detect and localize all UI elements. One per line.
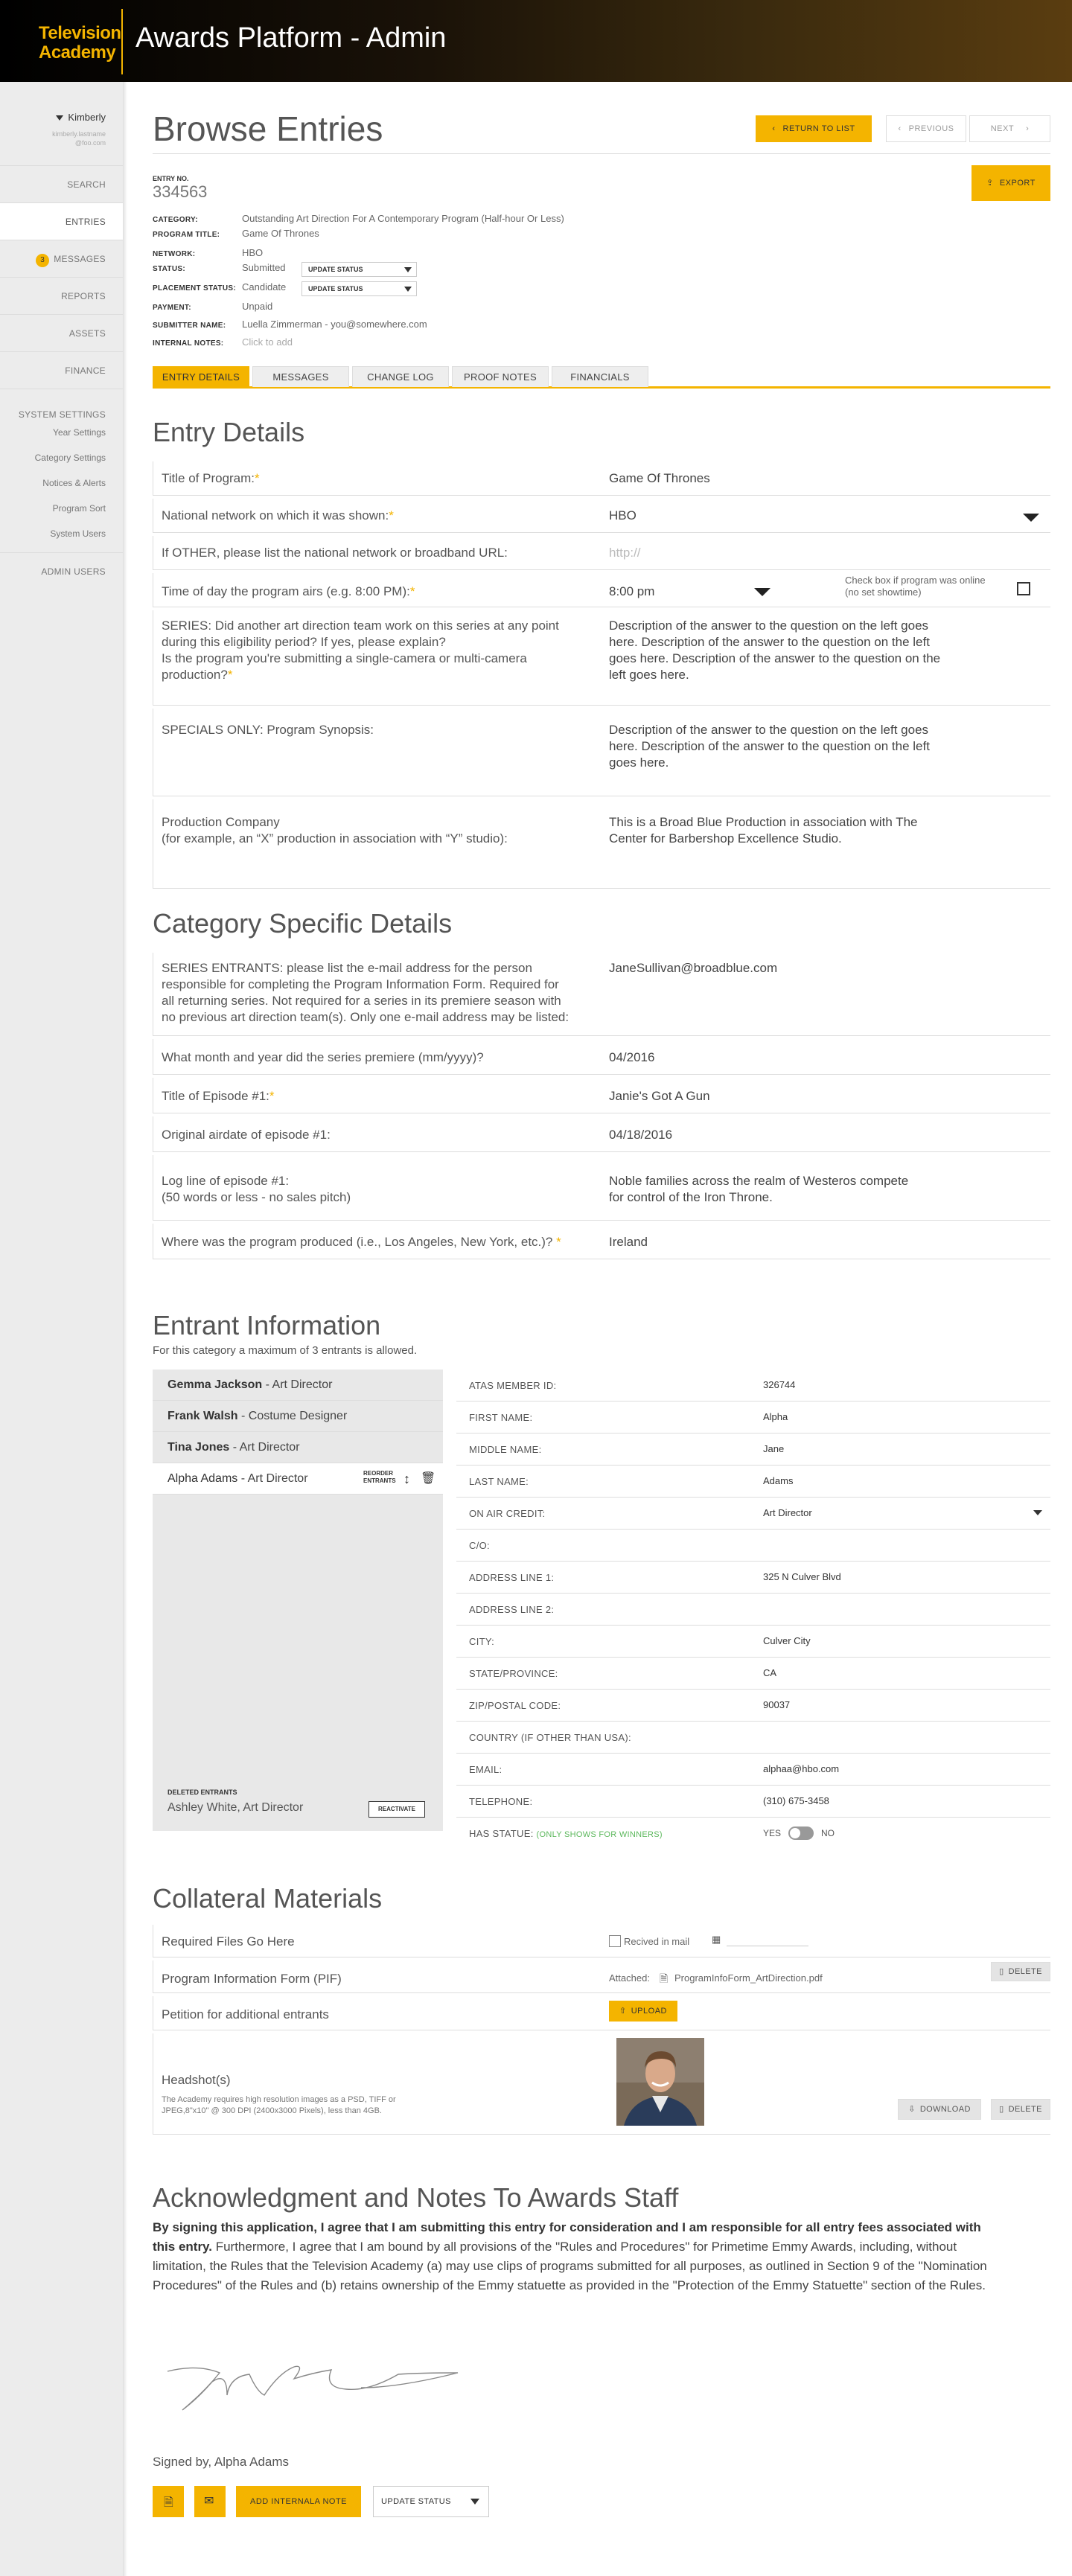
upload-icon: ⇧: [619, 2007, 627, 2016]
country-row: COUNTRY (IF OTHER THAN USA):: [456, 1722, 1050, 1754]
network-row: [153, 499, 1050, 533]
title-divider: [153, 153, 1050, 154]
entry-no: 334563: [153, 182, 208, 201]
deleted-entrants-label: DELETED ENTRANTS: [168, 1789, 237, 1796]
tab-change-log[interactable]: CHANGE LOG: [352, 366, 449, 387]
petition-row: [153, 1996, 1050, 2030]
required-files-row: [153, 1925, 1050, 1957]
telephone-input[interactable]: (310) 675-3458: [763, 1795, 829, 1806]
network-question-label: National network on which it was shown:*: [162, 508, 394, 522]
tab-proof-notes[interactable]: PROOF NOTES: [452, 366, 549, 387]
collateral-materials-heading: Collateral Materials: [153, 1883, 383, 1914]
email-row: EMAIL: alphaa@hbo.com: [456, 1754, 1050, 1786]
series-entrants-row: [153, 953, 1050, 1036]
entry-no-label: ENTRY NO.: [153, 175, 189, 182]
headshot-label: Headshot(s): [162, 2073, 231, 2087]
state-row: STATE/PROVINCE: CA: [456, 1658, 1050, 1690]
headshot-row: [153, 2033, 1050, 2135]
online-checkbox[interactable]: [1017, 582, 1030, 595]
messages-count-badge: 3: [36, 254, 49, 267]
document-icon: 🗎: [164, 2496, 173, 2509]
program-title-label: PROGRAM TITLE:: [153, 231, 220, 239]
no-label: NO: [821, 1828, 835, 1838]
zip-input[interactable]: 90037: [763, 1699, 791, 1710]
sidebar-item-admin-users[interactable]: ADMIN USERS: [0, 552, 123, 589]
first-name-row: FIRST NAME: Alpha: [456, 1402, 1050, 1434]
caret-down-icon: [754, 588, 770, 596]
sidebar-subitem-system-users[interactable]: System Users: [50, 528, 106, 539]
network-label: NETWORK:: [153, 250, 196, 258]
comment-button[interactable]: [194, 2486, 226, 2517]
return-to-list-button[interactable]: ‹ RETURN TO LIST: [756, 115, 872, 142]
entrant-list: [153, 1370, 443, 1831]
airdate-label: Original airdate of episode #1:: [162, 1128, 331, 1142]
on-air-credit-row: ON AIR CREDIT: Art Director: [456, 1498, 1050, 1530]
specials-synopsis-answer[interactable]: Description of the answer to the question on the left goes here. Description of the answer to the question on the left goes here.: [609, 723, 930, 770]
yes-label: YES: [763, 1828, 782, 1838]
user-email: kimberly.lastname @foo.com: [52, 130, 106, 147]
specials-synopsis-row: [153, 709, 1050, 796]
first-name-input[interactable]: Alpha: [763, 1411, 788, 1422]
caret-down-icon: [56, 115, 63, 121]
airdate-row: [153, 1116, 1050, 1152]
network-select[interactable]: HBO: [609, 508, 1048, 527]
reorder-arrows-icon[interactable]: ↕: [403, 1471, 410, 1486]
headshot-requirements-note: The Academy requires high resolution images as a PSD, TIFF or JPEG,8"x10" @ 300 DPI (2400x3000 Pixels), less than 4GB.: [162, 2095, 396, 2115]
acknowledgment-heading: Acknowledgment and Notes To Awards Staff: [153, 2182, 679, 2213]
episode-title-value[interactable]: Janie's Got A Gun: [609, 1089, 710, 1103]
sidebar-subitem-program-sort[interactable]: Program Sort: [52, 503, 106, 514]
submitter-name-value: Luella Zimmerman - you@somewhere.com: [242, 319, 427, 330]
other-network-row: [153, 536, 1050, 570]
caret-down-icon: [1033, 1510, 1042, 1515]
atas-member-id-row: ATAS MEMBER ID: 326744: [456, 1370, 1050, 1402]
log-line-row: [153, 1155, 1050, 1221]
last-name-row: LAST NAME: Adams: [456, 1466, 1050, 1498]
headshot-portrait-icon: [616, 2038, 704, 2126]
production-company-row: [153, 799, 1050, 889]
sidebar-item-entries[interactable]: ENTRIES: [0, 202, 123, 240]
submitter-name-label: SUBMITTER NAME:: [153, 322, 226, 330]
city-input[interactable]: Culver City: [763, 1635, 811, 1646]
zip-row: ZIP/POSTAL CODE: 90037: [456, 1690, 1050, 1722]
city-row: CITY: Culver City: [456, 1626, 1050, 1658]
has-statue-row: HAS STATUE: (ONLY SHOWS FOR WINNERS) YES NO: [469, 1828, 835, 1839]
entrants-limit-note: For this category a maximum of 3 entrants is allowed.: [153, 1344, 418, 1357]
episode-title-row: [153, 1078, 1050, 1113]
caret-down-icon: [1023, 514, 1039, 522]
placement-status-label: PLACEMENT STATUS:: [153, 284, 236, 293]
series-entrants-email[interactable]: JaneSullivan@broadblue.com: [609, 961, 778, 975]
update-status-dropdown[interactable]: UPDATE STATUS: [373, 2486, 489, 2517]
trash-icon: ▯: [999, 1967, 1004, 1976]
produced-where-row: [153, 1224, 1050, 1259]
television-academy-logo[interactable]: Television Academy: [39, 23, 121, 63]
last-name-input[interactable]: Adams: [763, 1475, 794, 1486]
title-of-program-value[interactable]: Game Of Thrones: [609, 471, 710, 485]
online-checkbox-label: Check box if program was online (no set showtime): [845, 575, 986, 598]
signature-pad[interactable]: [153, 2321, 525, 2440]
sidebar-item-reports[interactable]: REPORTS: [0, 277, 123, 314]
state-input[interactable]: CA: [763, 1667, 777, 1678]
sidebar-item-finance[interactable]: FINANCE: [0, 351, 123, 389]
entry-tabs: [153, 366, 1050, 389]
premiere-label: What month and year did the series premiere (mm/yyyy)?: [162, 1050, 484, 1064]
series-question-row: [153, 610, 1050, 706]
previous-button[interactable]: ‹ PREVIOUS: [886, 115, 966, 142]
required-asterisk: *: [227, 668, 233, 682]
caret-down-icon: [404, 267, 412, 272]
attached-label: Attached:: [609, 1972, 650, 1984]
add-internal-note-button[interactable]: ADD INTERNALA NOTE: [236, 2486, 361, 2517]
required-files-label: Required Files Go Here: [162, 1934, 295, 1949]
download-headshot-button[interactable]: ⇩ DOWNLOAD: [898, 2099, 981, 2120]
sidebar-item-system-settings[interactable]: SYSTEM SETTINGS: [0, 389, 123, 418]
other-network-label: If OTHER, please list the national network or broadband URL:: [162, 546, 508, 560]
document-button[interactable]: [153, 2486, 184, 2517]
delete-headshot-button[interactable]: ▯ DELETE: [991, 2099, 1050, 2120]
chevron-left-icon: ‹: [898, 124, 902, 133]
required-asterisk: *: [409, 584, 415, 598]
pif-label: Program Information Form (PIF): [162, 1972, 342, 1986]
address-line-2-row: ADDRESS LINE 2:: [456, 1594, 1050, 1626]
download-icon: ⇩: [908, 2105, 916, 2114]
export-button[interactable]: ⇪ EXPORT: [972, 165, 1050, 201]
production-company-value[interactable]: This is a Broad Blue Production in association with The Center for Barbershop Excellence Studio.: [609, 815, 918, 846]
tab-entry-details[interactable]: ENTRY DETAILS: [153, 366, 249, 387]
address-line-1-input[interactable]: 325 N Culver Blvd: [763, 1571, 841, 1582]
address-line-1-row: ADDRESS LINE 1: 325 N Culver Blvd: [456, 1562, 1050, 1594]
title-of-program-label: Title of Program:*: [162, 471, 260, 485]
entry-details-heading: Entry Details: [153, 417, 305, 447]
atas-member-id-input[interactable]: 326744: [763, 1379, 796, 1390]
time-of-day-row: [153, 573, 1050, 607]
produced-where-label: Where was the program produced (i.e., Los Angeles, New York, etc.)? *: [162, 1235, 561, 1249]
chevron-left-icon: ‹: [772, 124, 776, 133]
category-details-heading: Category Specific Details: [153, 908, 453, 939]
required-asterisk: *: [552, 1235, 561, 1249]
category-value: Outstanding Art Direction For A Contemporary Program (Half-hour Or Less): [242, 213, 564, 224]
premiere-row: [153, 1039, 1050, 1075]
header-divider: [121, 9, 123, 74]
caret-down-icon: [470, 2499, 479, 2505]
other-network-input[interactable]: http://: [609, 546, 641, 560]
chat-bubble-icon: ✉: [204, 2495, 214, 2508]
received-in-mail-label: Recived in mail: [624, 1936, 690, 1947]
time-of-day-label: Time of day the program airs (e.g. 8:00 PM):*: [162, 584, 415, 598]
app-header: [0, 0, 1072, 82]
entrant-item[interactable]: Tina Jones - Art Director: [153, 1432, 443, 1463]
calendar-icon[interactable]: ▦: [712, 1934, 721, 1945]
export-icon: ⇪: [986, 179, 994, 188]
app-title: Awards Platform - Admin: [135, 22, 447, 54]
petition-label: Petition for additional entrants: [162, 2007, 329, 2022]
user-menu[interactable]: Kimberly: [0, 112, 106, 123]
page-title: Browse Entries: [153, 109, 383, 148]
sidebar-subitem-year-settings[interactable]: Year Settings: [53, 427, 106, 438]
produced-where-value[interactable]: Ireland: [609, 1235, 648, 1249]
sidebar-subitem-category-settings[interactable]: Category Settings: [34, 453, 106, 463]
telephone-row: TELEPHONE: (310) 675-3458: [456, 1786, 1050, 1818]
internal-notes-input[interactable]: Click to add: [242, 336, 293, 348]
pif-row: [153, 1960, 1050, 1993]
network-value: HBO: [242, 247, 264, 258]
trash-icon: ▯: [999, 2105, 1004, 2114]
sidebar-shadow: [123, 82, 127, 2576]
airdate-value[interactable]: 04/18/2016: [609, 1128, 673, 1142]
required-asterisk: *: [269, 1089, 275, 1103]
next-button[interactable]: NEXT ›: [969, 115, 1050, 142]
tab-financials[interactable]: FINANCIALS: [552, 366, 648, 387]
acknowledgment-text: By signing this application, I agree that I am submitting this entry for consideration and I am responsible for all entry fees associated with this entry. Furthermore, I agree that I am bound by all provisions of the "Rules and Procedures" for Primetime Emmy Awards, including, without limitation, the Rules that the Television Academy (a) may use clips of programs submitted for all purposes, as outlined in Section 9 of the "Nomination Procedures" of the Rules and (b) retains ownership of the Emmy statuette as provided in the "Protection of the Emmy Statuette" section of the Rules.: [153, 2220, 987, 2292]
payment-label: PAYMENT:: [153, 304, 191, 312]
trash-icon[interactable]: 🗑: [421, 1472, 436, 1485]
entrant-item-selected[interactable]: Alpha Adams - Art Director REORDER ENTRANTS ↕ 🗑: [153, 1463, 443, 1495]
log-line-value[interactable]: Noble families across the realm of Westeros compete for control of the Iron Throne.: [609, 1174, 909, 1204]
middle-name-input[interactable]: Jane: [763, 1443, 785, 1454]
update-status-select[interactable]: UPDATE STATUS: [302, 262, 417, 277]
time-of-day-select[interactable]: 8:00 pm: [609, 584, 780, 603]
has-statue-toggle[interactable]: [788, 1826, 814, 1840]
series-entrants-label: SERIES ENTRANTS: please list the e-mail address for the person responsible for completing the Program Information Form. Required for all returning series. Not required for a series in its premiere season with no previous art direction team(s). Only one e-mail address may be listed:: [162, 961, 570, 1024]
status-value: Submitted: [242, 262, 286, 273]
tab-messages[interactable]: MESSAGES: [252, 366, 349, 387]
placement-status-value: Candidate: [242, 281, 287, 293]
internal-notes-label: INTERNAL NOTES:: [153, 339, 224, 348]
upload-button[interactable]: ⇧ UPLOAD: [609, 2001, 677, 2022]
sidebar-item-search[interactable]: SEARCH: [0, 165, 123, 202]
entrant-item[interactable]: Gemma Jackson - Art Director: [153, 1370, 443, 1401]
email-input[interactable]: alphaa@hbo.com: [763, 1763, 840, 1774]
headshot-image[interactable]: [616, 2038, 704, 2126]
status-label: STATUS:: [153, 265, 185, 273]
entrant-information-heading: Entrant Information: [153, 1310, 381, 1340]
reactivate-button[interactable]: REACTIVATE: [368, 1801, 425, 1818]
specials-synopsis-label: SPECIALS ONLY: Program Synopsis:: [162, 723, 374, 737]
document-icon: 🗎: [660, 1972, 669, 1984]
production-company-label: Production Company (for example, an “X” production in association with “Y” studio):: [162, 815, 508, 846]
delete-pif-button[interactable]: ▯ DELETE: [991, 1962, 1050, 1981]
signed-by-text: Signed by, Alpha Adams: [153, 2455, 290, 2469]
payment-value: Unpaid: [242, 301, 273, 312]
middle-name-row: MIDDLE NAME: Jane: [456, 1434, 1050, 1466]
winners-only-note: (ONLY SHOWS FOR WINNERS): [536, 1830, 663, 1839]
co-row: C/O:: [456, 1530, 1050, 1562]
required-asterisk: *: [255, 471, 260, 485]
deleted-entrant-name: Ashley White, Art Director: [168, 1801, 304, 1814]
series-question-label: SERIES: Did another art direction team work on this series at any point during this eligibility period? If yes, please explain? Is the program you're submitting a single-camera or multi-camera production?*: [162, 619, 559, 682]
received-in-mail-checkbox[interactable]: [609, 1935, 621, 1947]
toggle-knob: [790, 1828, 800, 1838]
title-of-program-row: [153, 461, 1050, 496]
sidebar-item-assets[interactable]: ASSETS: [0, 314, 123, 351]
handwritten-signature: [153, 2321, 525, 2440]
entrant-item[interactable]: Frank Walsh - Costume Designer: [153, 1401, 443, 1432]
episode-title-label: Title of Episode #1:*: [162, 1089, 275, 1103]
sidebar: [0, 82, 123, 2576]
chevron-right-icon: ›: [1026, 124, 1030, 133]
program-title-value: Game Of Thrones: [242, 228, 319, 239]
log-line-label: Log line of episode #1: (50 words or less - no sales pitch): [162, 1174, 351, 1204]
category-label: CATEGORY:: [153, 216, 198, 224]
caret-down-icon: [404, 287, 412, 292]
on-air-credit-select[interactable]: Art Director: [763, 1507, 812, 1518]
reorder-entrants-label: REORDER ENTRANTS: [363, 1470, 396, 1484]
sidebar-item-messages[interactable]: 3 MESSAGES: [0, 240, 123, 277]
series-answer[interactable]: Description of the answer to the question on the left goes here. Description of the answer to the question on the left goes here. Description of the answer to the question on the left goes here.: [609, 619, 941, 682]
sidebar-subitem-notices-alerts[interactable]: Notices & Alerts: [42, 478, 106, 488]
required-asterisk: *: [389, 508, 394, 522]
attached-file-link[interactable]: ProgramInfoForm_ArtDirection.pdf: [674, 1972, 823, 1984]
premiere-value[interactable]: 04/2016: [609, 1050, 655, 1064]
update-placement-status-select[interactable]: UPDATE STATUS: [302, 281, 417, 296]
